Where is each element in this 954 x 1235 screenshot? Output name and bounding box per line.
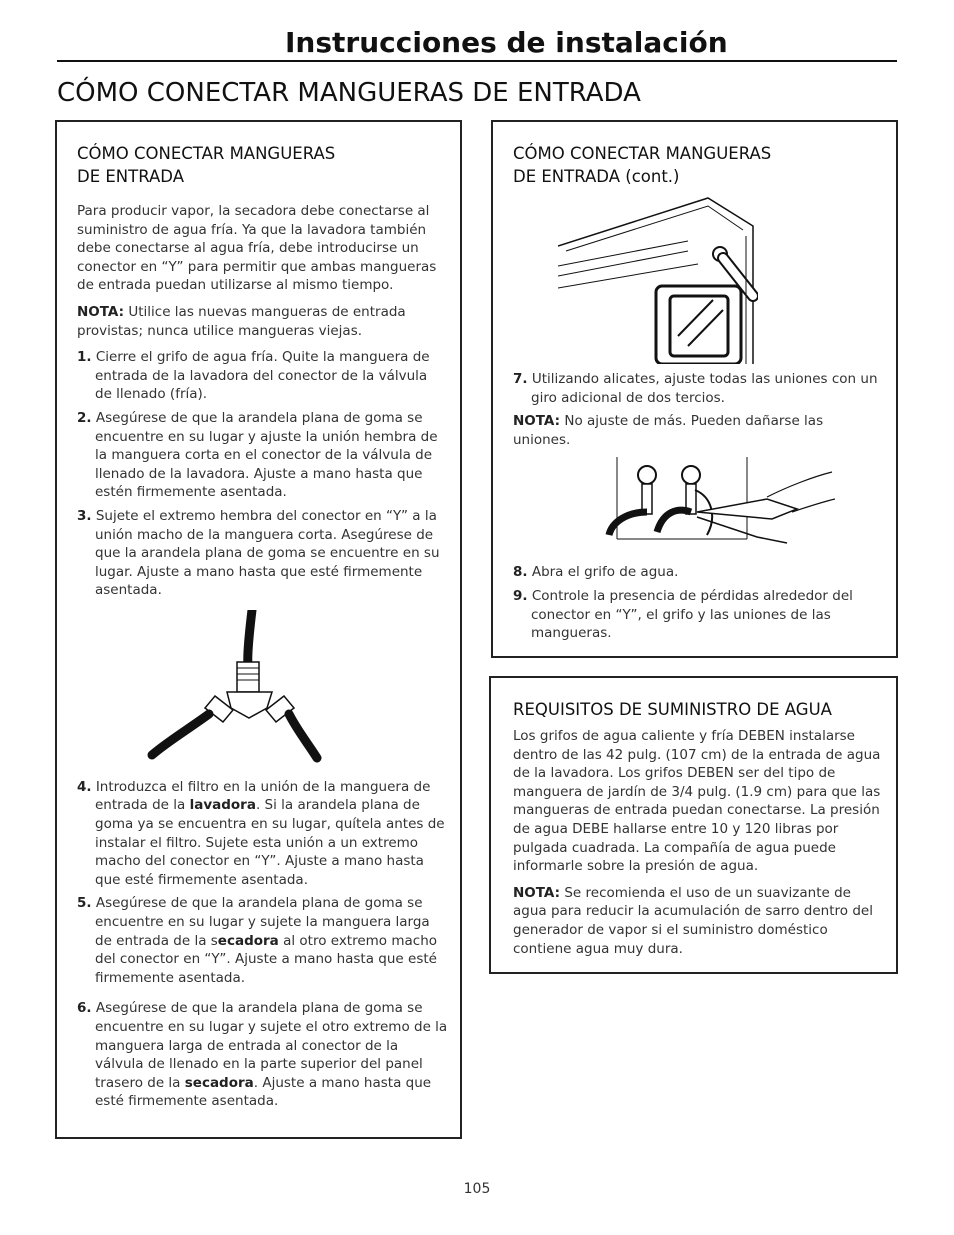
- step-1: 1. Cierre el grifo de agua fría. Quite la manguera de entrada de la lavadora del conector de la válvula de llenado (fría).: [77, 349, 430, 403]
- water-supply-body: Los grifos de agua caliente y fría DEBEN instalarse dentro de las 42 pulg. (107 cm) de la entrada de agua de la lavadora. Los grifos DEBEN ser del tipo de manguera de jardín de 3/4 pulg. (1.9 cm) para que las mangueras de entrada puedan conectarse. La presión de agua DEBE hallarse entre 10 y 120 libras por pulgada cuadrada. La compañía de agua puede informarle sobre la presión de agua.: [513, 728, 881, 875]
- step-5: 5. Asegúrese de que la arandela plana de goma se encuentre en su lugar y sujete la manguera larga de entrada de la secadora al otro extremo macho del conector en “Y”. Ajuste a mano hasta que esté firmemente asentada.: [77, 895, 438, 986]
- pliers-faucet-illustration: [597, 457, 837, 549]
- water-supply-requirements-box: [489, 676, 898, 974]
- right-instructions-box: [491, 120, 898, 658]
- step-8: 8. Abra el grifo de agua.: [513, 564, 679, 581]
- steps-list-right: [513, 370, 882, 407]
- dryer-valve-illustration: [558, 196, 758, 364]
- section-title: CÓMO CONECTAR MANGUERAS DE ENTRADA: [57, 78, 641, 108]
- step-7: 7. Utilizando alicates, ajuste todas las uniones con un giro adicional de dos tercios.: [513, 371, 878, 406]
- note-paragraph: NOTA: Utilice las nuevas mangueras de entrada provistas; nunca utilice mangueras viejas.: [77, 303, 406, 339]
- right-box-heading: CÓMO CONECTAR MANGUERAS DE ENTRADA (cont.): [513, 144, 772, 186]
- page-title: Instrucciones de instalación: [285, 26, 728, 59]
- step-4: 4. Introduzca el filtro en la unión de la manguera de entrada de la lavadora. Si la arandela plana de goma ya se encuentra en su lugar, quítela antes de instalar el filtro. Sujete esta unión a un extremo macho del conector en “Y”. Ajuste a mano hasta que esté firmemente asentada.: [77, 778, 445, 888]
- steps-list-2: [77, 778, 448, 1111]
- water-supply-note: NOTA: Se recomienda el uso de un suavizante de agua para reducir la acumulación de sarro dentro del generador de vapor si el suministro doméstico contiene agua muy dura.: [513, 884, 873, 957]
- water-supply-heading: REQUISITOS DE SUMINISTRO DE AGUA: [513, 700, 832, 719]
- left-instructions-box: [55, 120, 462, 1139]
- steps-list-1: [77, 348, 448, 600]
- steps-list-right-2: [513, 563, 882, 642]
- step-9: 9. Controle la presencia de pérdidas alrededor del conector en “Y”, el grifo y las uniones de las mangueras.: [513, 587, 853, 642]
- right-note-paragraph: NOTA: No ajuste de más. Pueden dañarse las uniones.: [513, 413, 824, 448]
- page-number: 105: [463, 1181, 491, 1197]
- left-box-heading: CÓMO CONECTAR MANGUERAS DE ENTRADA: [77, 144, 336, 186]
- step-6: 6. Asegúrese de que la arandela plana de goma se encuentre en su lugar y sujete el otro extremo de la manguera larga de entrada al conector de la válvula de llenado en la parte superior del panel trasero de la secadora. Ajuste a mano hasta que esté firmemente asentada.: [77, 1000, 448, 1110]
- step-3: 3. Sujete el extremo hembra del conector en “Y” a la unión macho de la manguera corta. Asegúrese de que la arandela plana de goma se encuentre en su lugar. Ajuste a mano hasta que esté firmemente asentada.: [77, 507, 440, 599]
- step-2: 2. Asegúrese de que la arandela plana de goma se encuentre en su lugar y ajuste la unión hembra de la manguera corta en el conector de la válvula de llenado de la lavadora. Ajuste a mano hasta que estén firmemente asentada.: [77, 409, 438, 501]
- intro-paragraph: Para producir vapor, la secadora debe conectarse al suministro de agua fría. Ya que la lavadora también debe conectarse al agua fría, debe introducirse un conector en “Y” para permitir que ambas mangueras de entrada puedan utilizarse al mismo tiempo.: [77, 203, 437, 294]
- y-connector-illustration: [77, 610, 447, 766]
- title-divider: [57, 60, 897, 62]
